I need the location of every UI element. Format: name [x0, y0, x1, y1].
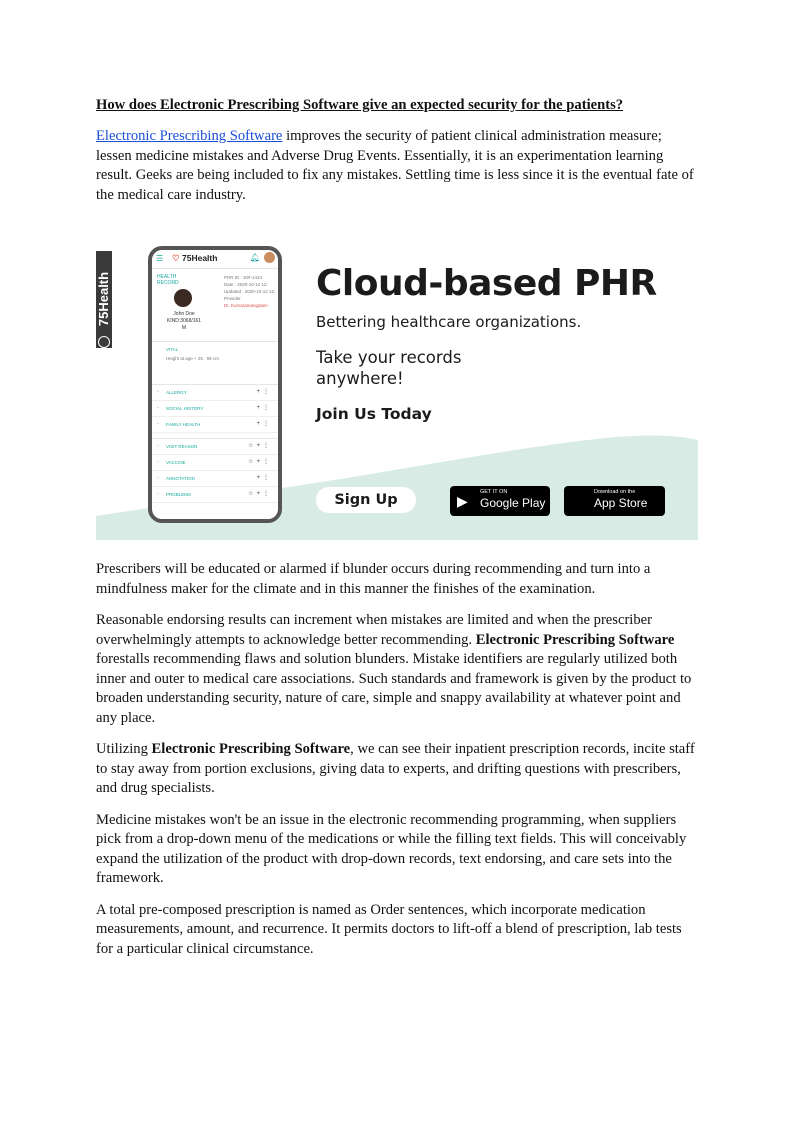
- avatar: [264, 252, 275, 263]
- phone-row: ◦ SOCIAL HISTORY +⋮: [152, 401, 278, 417]
- brand-strip: [96, 251, 112, 348]
- paragraph-4: Utilizing Electronic Prescribing Software, we can see their inpatient prescription records, incite staff to stay away from portion exclusions, giving data to experts, and drifting questions with prescribers, and drug specialists.: [96, 741, 695, 796]
- banner-subtitle: Bettering healthcare organizations.: [316, 313, 582, 331]
- app-store-badge[interactable]: [564, 486, 665, 516]
- menu-icon: ☰: [156, 254, 164, 263]
- phone-row: ◦ ANNOTATION +⋮: [152, 471, 278, 487]
- row-actions: +⋮: [256, 405, 272, 411]
- paragraph-6: A total pre-composed prescription is named as Order sentences, which incorporate medication measurements, amount, and recurrence. It permits doctors to lift-off a blend of prescription, lab tests for a particular clinical circumstance.: [96, 901, 682, 957]
- phone-vital-section: [152, 342, 278, 385]
- paragraph-3: Reasonable endorsing results can increment when mistakes are limited and when the prescriber overwhelmingly attempts to acknowledge better recommending. Electronic Prescribing Software forestalls recommending flaws and solution blunders. Mistake identifiers are regularly utilized both inner and outer to medical care associations. Such standards and framework is given by the product to broaden understanding security, nature of care, simple and snappy availability at whatever point and any place.: [96, 612, 692, 726]
- row-actions: ☆+⋮: [248, 459, 272, 465]
- intro-text: improves the security of patient clinical administration measure; lessen medicine mistakes and Adverse Drug Events. Essentially, it is an experimentation learning result. Geeks are being included to fix any mistakes. Settling time is less since it is the eventual fate of the medical care industry.: [96, 128, 694, 203]
- page-heading: How does Electronic Prescribing Software give an expected security for the patients?: [96, 97, 624, 113]
- row-icon: ◦: [157, 405, 159, 411]
- banner-title: Cloud-based PHR: [316, 263, 657, 304]
- phone-row: ◦ FAMILY HEALTH +⋮: [152, 417, 278, 433]
- signup-button[interactable]: Sign Up: [316, 487, 416, 513]
- brand-name: 75Health: [96, 271, 111, 327]
- phone-health-record: [152, 269, 278, 342]
- phr-banner: [96, 241, 698, 540]
- phone-logo: ♡ 75Health: [172, 253, 218, 263]
- bold-term: Electronic Prescribing Software: [475, 631, 675, 648]
- row-actions: +⋮: [256, 475, 272, 481]
- row-actions: +⋮: [256, 389, 272, 395]
- phone-topbar: [152, 250, 278, 269]
- row-icon: ◦: [157, 421, 159, 427]
- heart-icon: ♡: [172, 253, 180, 263]
- app-store-small: Download on the: [594, 489, 636, 495]
- row-icon: ◦: [157, 491, 159, 497]
- app-store-label: App Store: [594, 496, 648, 510]
- google-play-badge[interactable]: [450, 486, 550, 516]
- phone-row: ◦ PROBLEMS ☆+⋮: [152, 487, 278, 503]
- row-actions: +⋮: [256, 421, 272, 427]
- vital-detail: Height at age + 25 : 99 cm: [166, 356, 219, 361]
- phone-row: ◦ ALLERGY +⋮: [152, 385, 278, 401]
- paragraph-2: Prescribers will be educated or alarmed if blunder occurs during recommending and turn into a mindfulness maker for the climate and in this manner the finishes of the examination.: [96, 561, 651, 597]
- row-actions: ☆+⋮: [248, 491, 272, 497]
- row-actions: ☆+⋮: [248, 443, 272, 449]
- health-record-title: HEALTH RECORD: [157, 274, 179, 286]
- document-page: [96, 96, 698, 971]
- patient-info: John Doe KIND:3068/161 M: [166, 311, 202, 331]
- banner-join: Join Us Today: [316, 405, 432, 423]
- patient-photo: [174, 289, 192, 307]
- vital-label: VITAL: [166, 347, 179, 352]
- brand-logo-icon: [98, 336, 110, 348]
- phone-row: ◦ VACCINE ☆+⋮: [152, 455, 278, 471]
- intro-paragraph: [96, 127, 698, 205]
- row-icon: ◦: [157, 443, 159, 449]
- row-icon: ◦: [157, 389, 159, 395]
- google-play-label: Google Play: [480, 496, 546, 510]
- phone-row: ◦ VISIT REASON ☆+⋮: [152, 439, 278, 455]
- bold-term: Electronic Prescribing Software: [151, 741, 351, 757]
- row-icon: ◦: [157, 475, 159, 481]
- paragraph-5: Medicine mistakes won't be an issue in the electronic recommending programming, when suppliers pick from a drop-down menu of the medications or while the filling text fields. This will conceivably expand the utilization of the product with drop-down records, text endorsing, and care sets into the framework.: [96, 811, 687, 886]
- google-play-small: GET IT ON: [480, 489, 508, 495]
- record-meta: PHR ID : 30#-1424 Date : 2020-10-12 12: Updated : 2020-10-12 12: Provider Dr. Kumaramangalam: [224, 275, 276, 308]
- row-icon: ◦: [157, 459, 159, 465]
- phone-mockup: [148, 246, 282, 523]
- banner-tagline: Take your records anywhere!: [316, 348, 462, 388]
- google-play-icon: ▶: [457, 493, 468, 509]
- eps-link[interactable]: Electronic Prescribing Software: [96, 128, 283, 144]
- bell-icon: 🔔︎: [249, 253, 260, 262]
